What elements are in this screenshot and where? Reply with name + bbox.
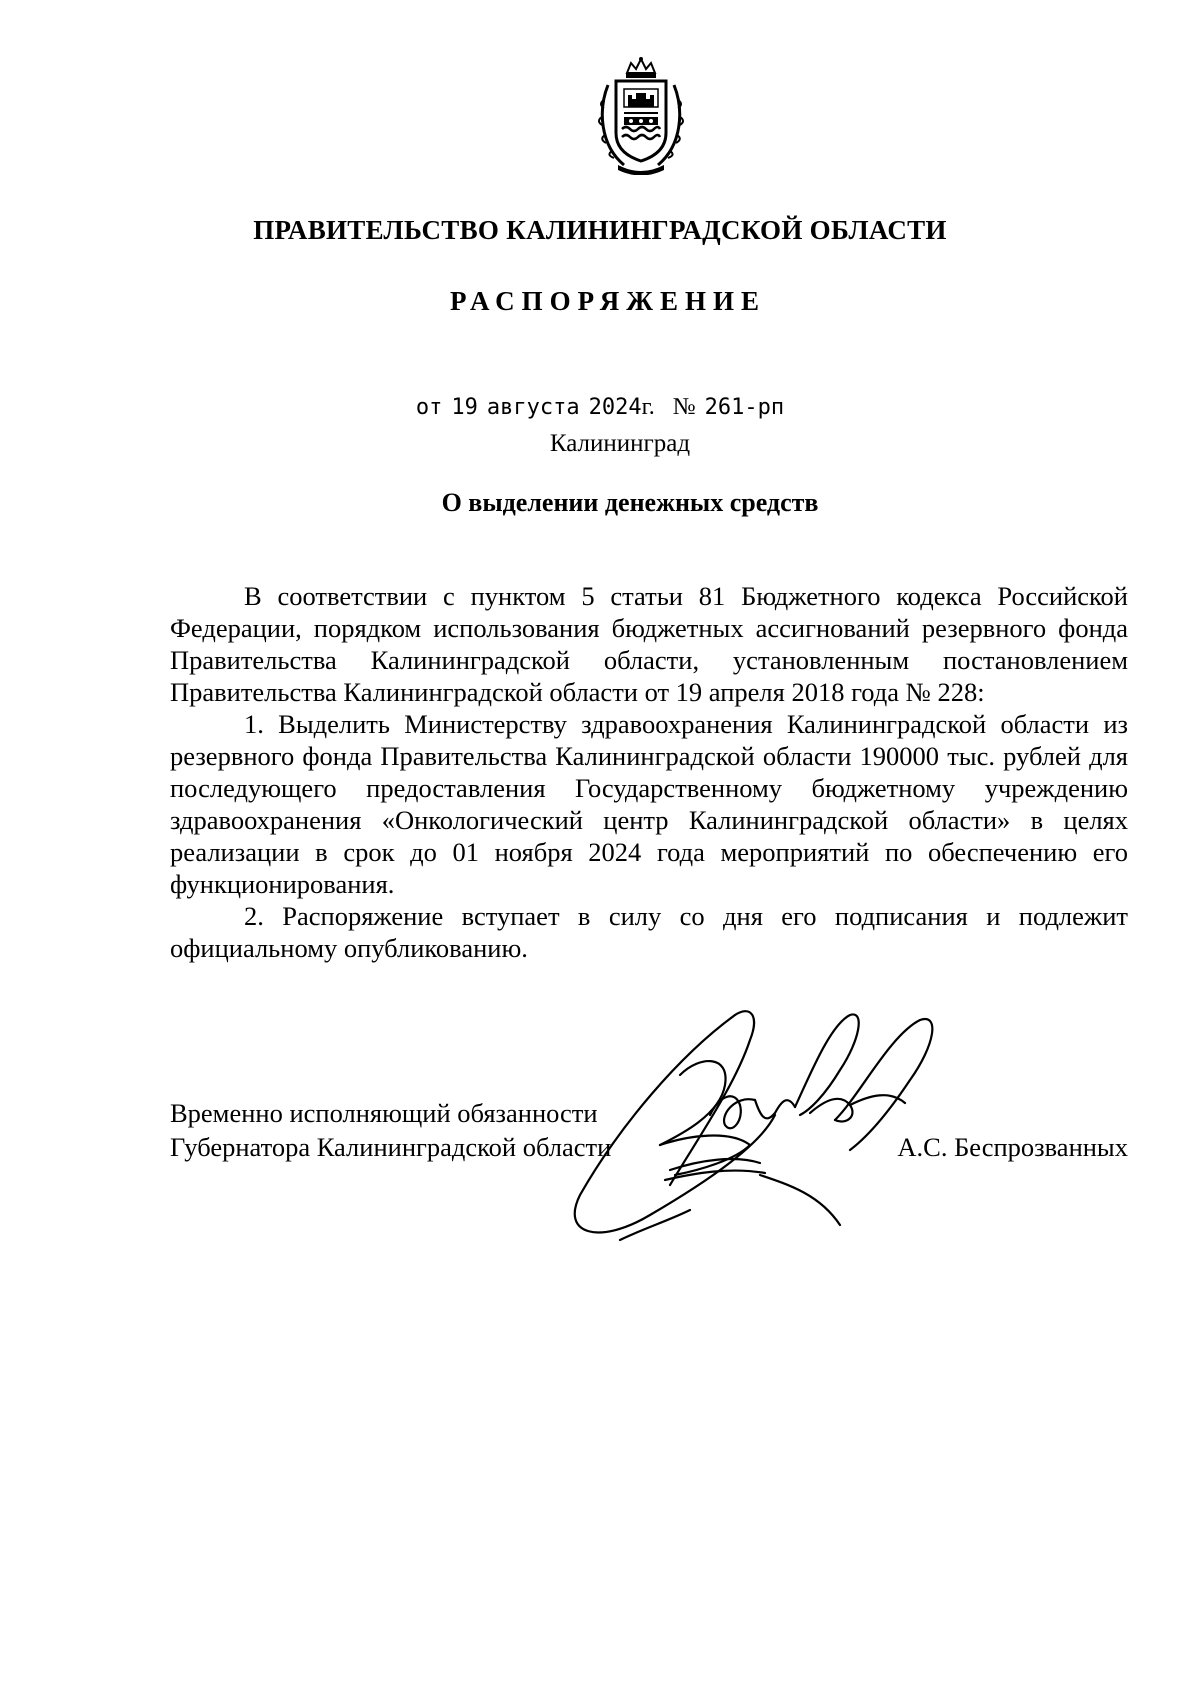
date-month: августа [486,395,580,420]
signer-name: А.С. Беспрозванных [897,1132,1128,1162]
body-preamble: В соответствии с пунктом 5 статьи 81 Бюджетного кодекса Российской Федерации, порядком использования бюджетных ассигнований резервного фонда Правительства Калининградской области, установленным постановлением Правительства Калининградской области от 19 апреля 2018 года № 228: [170,581,1128,707]
document-subject: О выделении денежных средств [441,488,819,517]
handwritten-signature-icon [560,995,950,1255]
signer-position [170,1096,611,1164]
organization-title: ПРАВИТЕЛЬСТВО КАЛИНИНГРАДСКОЙ ОБЛАСТИ [253,215,947,245]
document-number: 261-рп [704,395,785,420]
signer-position-line-1: Временно исполняющий обязанности [170,1098,598,1128]
signer-position-line-2: Губернатора Калининградской области [170,1132,612,1162]
body-item-1: 1. Выделить Министерству здравоохранения Калининградской области из резервного фонда Правительства Калининградской области 190000 тыс. рублей для последующего предоставления Государственному бюджетному учреждению здравоохранения «Онкологический центр Калининградской области» в целях реализации в срок до 01 ноября 2024 года мероприятий по обеспечению его функционирования. [170,709,1128,899]
coat-of-arms-icon [594,55,688,175]
document-city: Калининград [549,430,691,457]
date-year: 2024 [588,395,642,420]
date-prefix: от [415,395,443,420]
document-type-title: РАСПОРЯЖЕНИЕ [449,286,767,316]
date-suffix: г. [641,394,655,420]
number-sign: № [672,394,696,420]
document-body [170,580,1128,964]
document-date-number [0,394,1200,421]
body-item-2: 2. Распоряжение вступает в силу со дня его подписания и подлежит официальному опубликованию. [170,901,1128,963]
date-day: 19 [451,395,478,420]
